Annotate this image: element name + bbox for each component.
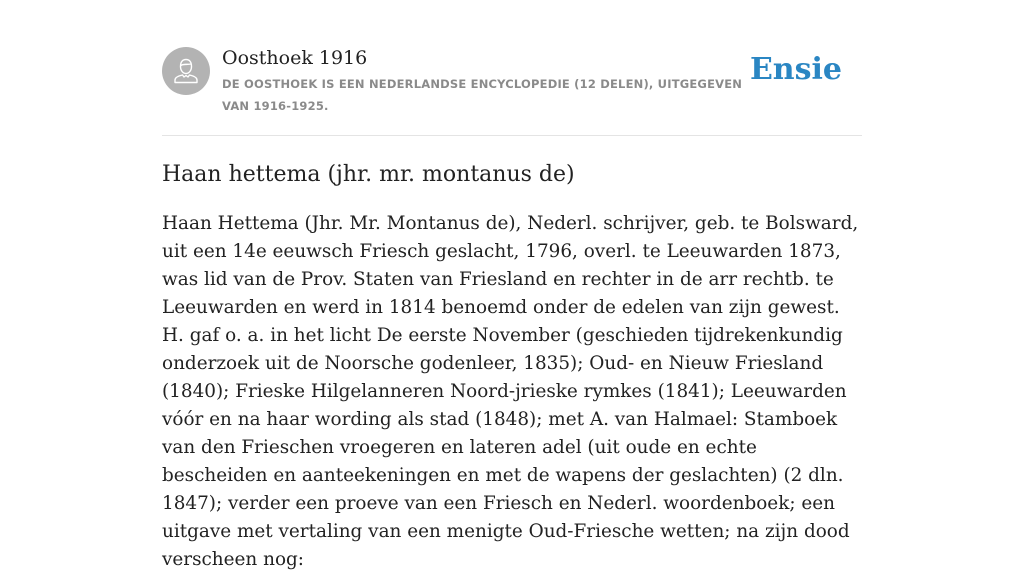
source-header [162, 0, 862, 136]
article-body: Haan Hettema (Jhr. Mr. Montanus de), Nederl. schrijver, geb. te Bolsward, uit een 14e eeuwsch Friesch geslacht, 1796, overl. te Leeuwarden 1873, was lid van de Prov. Staten van Friesland en rechter in de arr rechtb. te Leeuwarden en werd in 1814 benoemd onder de edelen van zijn gewest. H. gaf o. a. in het licht De eerste November (geschieden tijdrekenkundig onderzoek uit de Noorsche godenleer, 1835); Oud- en Nieuw Friesland (1840); Frieske Hilgelanneren Noord-jrieske rymkes (1841); Leeuwarden vóór en na haar wording als stad (1848); met A. van Halmael: Stamboek van den Frieschen vroegeren en lateren adel (uit oude en echte bescheiden en aanteekeningen en met de wapens der geslachten) (2 dln. 1847); verder een proeve van een Friesch en Nederl. woordenboek; een uitgave met vertaling van een menigte Oud-Friesche wetten; na zijn dood verscheen nog: [162, 213, 859, 570]
ensie-logo[interactable]: Ensie [749, 52, 842, 87]
user-silhouette-icon[interactable] [162, 47, 210, 95]
page-container [162, 0, 862, 574]
source-title[interactable]: Oosthoek 1916 [222, 47, 368, 69]
source-description: DE OOSTHOEK IS EEN NEDERLANDSE ENCYCLOPEDIE (12 DELEN), UITGEGEVEN VAN 1916-1925. [222, 77, 743, 113]
article-title: Haan hettema (jhr. mr. montanus de) [162, 162, 575, 187]
